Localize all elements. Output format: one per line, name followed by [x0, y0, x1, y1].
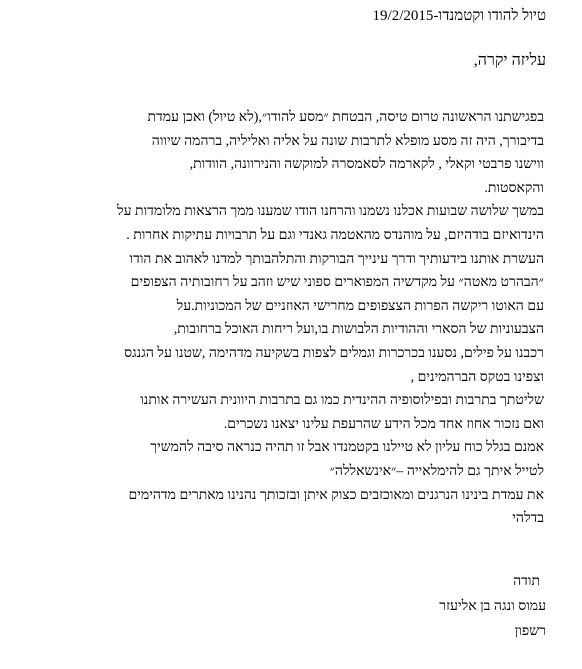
- body-line: רכבנו על פילים, נסענו בכרכרות וגמלים לצפות בשקיעה מדהימה ,שטנו על הגנגס: [124, 345, 544, 361]
- body-line: שליטתך בתרבות ובפילוסופיה ההינדית כמו גם בתרבות היוונית העשירה אותנו: [140, 393, 544, 409]
- body-line: והקאסטות.: [484, 180, 544, 196]
- body-line: את עמדת בינינו הנרגנים ומאוכזבים כצוק איתן ובזכותך נהנינו מאתרים מדהימים: [128, 487, 544, 503]
- letter-greeting: עליזה יקרה,: [473, 52, 546, 69]
- signoff-thanks: תודה: [513, 574, 540, 589]
- letter-body: [9, 106, 544, 531]
- body-line: בדלהי: [512, 511, 544, 527]
- letter-signoff: [439, 570, 546, 645]
- body-line: העשרת אותנו בידעותיך ודרך עינייך הבורקות והתלהבותך למדנו לאהוב את הודו: [129, 251, 544, 267]
- body-line: הצבעוניות של הסארי וההודיות הלבושות בו,ועל ריחות האוכל ברחובות,: [173, 322, 544, 338]
- body-line: אמנם בגלל כוח עליון לא טיילנו בקטמנדו אבל זו תהיה כנראה סיבה להמשיך: [150, 440, 544, 456]
- body-line: ווישנו פרבטי וקאלי , לקארמה לסאמסרה למוקשה והנירוונה, הוודות,: [189, 157, 544, 173]
- body-line: בדיבורך, היה זה מסע מופלא לתרבות שונה על אליה ואליליה, ברהמה שיווה: [151, 133, 544, 149]
- signoff-names: עמוס ונגה בן אליעזר: [439, 599, 546, 614]
- body-line: ״הבהרט מאטה״ על מקדשיה המפוארים ספוני שיש וזהב על רחובותיה הצפופים: [130, 275, 544, 291]
- body-line: הינדואיזם בודהיזם, על מוהנדס מהאטמה גאנדי וגם על תרבויות עתיקות אחרות .: [126, 227, 544, 243]
- body-line: וצפינו בטקס הברהמינים ,: [410, 369, 544, 385]
- body-line: במשך שלושה שבועות אכלנו נשמנו והרחנו הודו שמענו ממך הרצאות מלומדות על: [117, 204, 544, 220]
- body-line: בפגישתנו הראשונה טרום טיסה, הבטחת ״מסע להודו״,(לא טיול) ואכן עמדת: [147, 110, 544, 125]
- body-line: עם האוטו ריקשה הפרות הצצפופים מחרישי האוזניים של המכוניות.על: [176, 298, 544, 314]
- letter-title: טיול להודו וקטמנדו-19/2/2015: [372, 8, 546, 24]
- body-line: לטייל איתך גם להימלאייה –״אינשאללה״: [329, 463, 544, 479]
- signoff-place: רשפון: [514, 624, 546, 639]
- body-line: ואם נזכור אחוז אחד מכל הידע שהרעפת עלינו יצאנו נשכרים.: [223, 416, 544, 432]
